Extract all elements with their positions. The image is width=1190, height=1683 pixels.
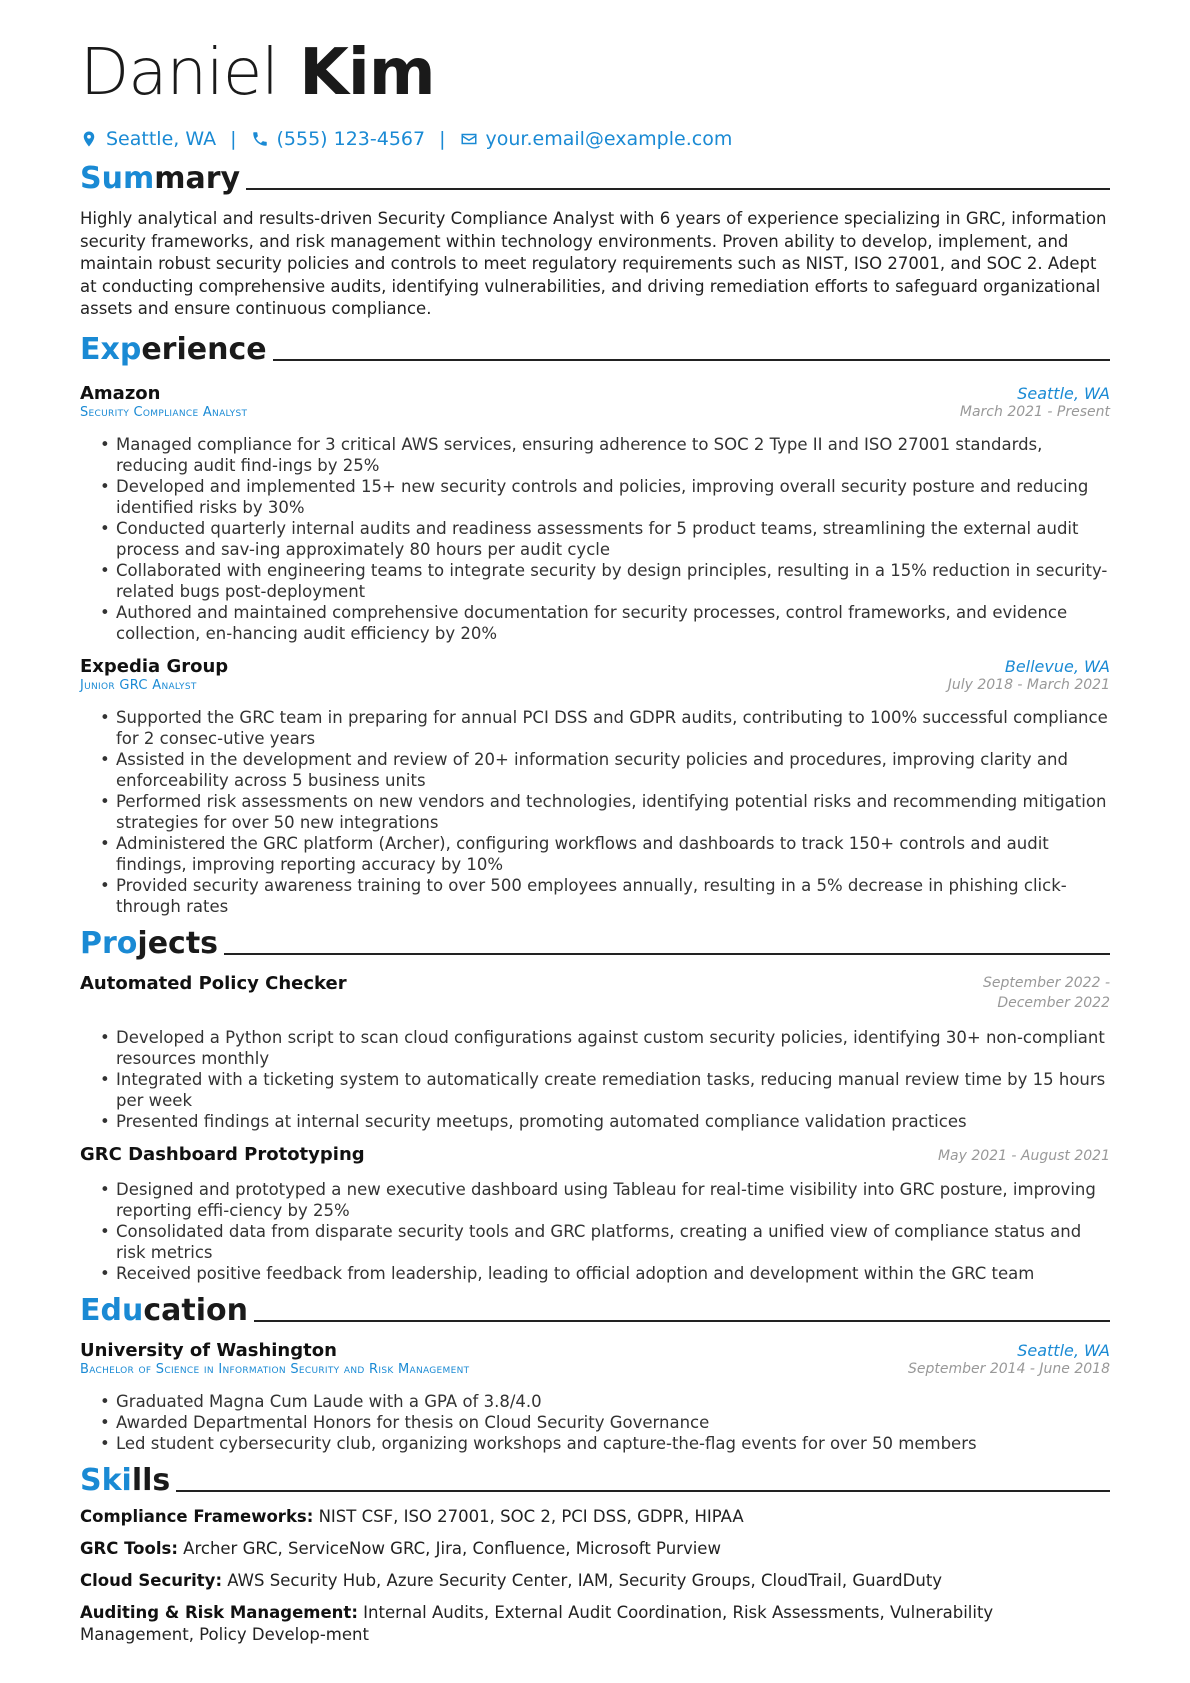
education-heading — [80, 1292, 1110, 1328]
heading-accent: Ski — [80, 1462, 132, 1498]
skill-value: Internal Audits, External Audit Coordination, Risk Assessments, Vulnerability Management, Policy Develop-ment — [80, 1602, 994, 1644]
heading-rule — [254, 1320, 1110, 1322]
education-entry — [80, 1340, 1110, 1454]
project-bullets — [80, 1179, 1110, 1284]
summary-text: Highly analytical and results-driven Security Compliance Analyst with 6 years of experience specializing in GRC, information security frameworks, and risk management within technology environments. Proven ability to develop, implement, and maintain robust security policies and controls to meet regulatory requirements such as NIST, ISO 27001, and SOC 2. Adept at conducting comprehensive audits, identifying vulnerabilities, and driving remediation efforts to safeguard organizational assets and ensure continuous compliance. — [80, 209, 1107, 319]
list-item: • Integrated with a ticketing system to automatically create remediation tasks, reducing manual review time by 15 hours per week — [116, 1069, 1110, 1111]
email-text: your.email@example.com — [485, 128, 733, 151]
job-entry — [80, 656, 1110, 917]
company-name: Amazon — [80, 382, 161, 404]
list-item: • Awarded Departmental Honors for thesis on Cloud Security Governance — [116, 1412, 1110, 1433]
contact-location — [80, 128, 216, 150]
heading-rule — [224, 953, 1110, 955]
project-dates: May 2021 - August 2021 — [937, 1147, 1110, 1164]
map-marker-icon — [80, 130, 98, 148]
list-item: • Developed a Python script to scan cloud configurations against custom security policies, identifying 30+ non-compliant resources monthly — [116, 1027, 1110, 1069]
degree: Bachelor of Science in Information Security and Risk Management — [80, 1361, 470, 1377]
project-name: GRC Dashboard Prototyping — [80, 1143, 365, 1165]
last-name: Kim — [299, 36, 435, 110]
envelope-icon — [460, 130, 478, 148]
heading-accent: Edu — [80, 1292, 144, 1328]
job-title: Junior GRC Analyst — [80, 677, 197, 693]
skill-label: Cloud Security: — [80, 1570, 223, 1590]
contact-email[interactable] — [460, 128, 733, 150]
skill-value: NIST CSF, ISO 27001, SOC 2, PCI DSS, GDPR, HIPAA — [318, 1506, 744, 1526]
list-item: • Received positive feedback from leadership, leading to official adoption and development within the GRC team — [116, 1263, 1110, 1284]
company-name: Expedia Group — [80, 655, 229, 677]
job-dates: July 2018 - March 2021 — [947, 676, 1110, 693]
heading-rest: cation — [143, 1292, 248, 1328]
education-dates: September 2014 - June 2018 — [908, 1360, 1110, 1377]
project-entry — [80, 1144, 1110, 1284]
skill-row — [80, 1506, 1110, 1528]
project-bullets — [80, 1027, 1110, 1132]
list-item: • Authored and maintained comprehensive documentation for security processes, control frameworks, and evidence collection, en-hancing audit efficiency by 20% — [116, 602, 1110, 644]
list-item: • Assisted in the development and review of 20+ information security policies and procedures, improving clarity and enforceability across 5 business units — [116, 749, 1110, 791]
list-item: • Consolidated data from disparate security tools and GRC platforms, creating a unified view of compliance status and risk metrics — [116, 1221, 1110, 1263]
list-item: • Developed and implemented 15+ new security controls and policies, improving overall security posture and reducing identified risks by 30% — [116, 476, 1110, 518]
summary-heading — [80, 161, 1110, 197]
list-item: • Conducted quarterly internal audits and readiness assessments for 5 product teams, streamlining the external audit process and sav-ing approximately 80 hours per audit cycle — [116, 518, 1110, 560]
heading-rule — [246, 188, 1110, 190]
education-bullets — [80, 1391, 1110, 1454]
heading-rule — [273, 359, 1110, 361]
job-bullets — [80, 707, 1110, 917]
project-dates: September 2022 - December 2022 — [983, 974, 1110, 1011]
skill-row — [80, 1602, 1110, 1646]
list-item: • Supported the GRC team in preparing for annual PCI DSS and GDPR audits, contributing to 100% successful compliance for 2 consec-utive years — [116, 707, 1110, 749]
contact-phone[interactable] — [251, 128, 426, 150]
skill-label: Auditing & Risk Management: — [80, 1602, 358, 1622]
list-item: • Collaborated with engineering teams to integrate security by design principles, resulting in a 15% reduction in security-related bugs post-deployment — [116, 560, 1110, 602]
experience-heading — [80, 331, 1110, 367]
contact-line — [80, 128, 1110, 150]
skill-value: Archer GRC, ServiceNow GRC, Jira, Confluence, Microsoft Purview — [183, 1538, 721, 1558]
contact-separator: | — [230, 128, 237, 151]
list-item: • Graduated Magna Cum Laude with a GPA of 3.8/4.0 — [116, 1391, 1110, 1412]
candidate-name — [80, 38, 1110, 108]
school-location: Seattle, WA — [1017, 1340, 1110, 1360]
phone-text: (555) 123-4567 — [276, 128, 426, 151]
skill-value: AWS Security Hub, Azure Security Center, IAM, Security Groups, CloudTrail, GuardDuty — [227, 1570, 943, 1590]
job-title: Security Compliance Analyst — [80, 404, 248, 420]
list-item: • Designed and prototyped a new executive dashboard using Tableau for real-time visibility into GRC posture, improving reporting effi-ciency by 25% — [116, 1179, 1110, 1221]
heading-rest: jects — [137, 925, 219, 961]
skills-list — [80, 1506, 1110, 1646]
list-item: • Managed compliance for 3 critical AWS services, ensuring adherence to SOC 2 Type II and ISO 27001 standards, reducing audit find-ings by 25% — [116, 434, 1110, 476]
phone-icon — [251, 130, 269, 148]
job-location: Seattle, WA — [1017, 383, 1110, 403]
location-text: Seattle, WA — [106, 128, 217, 151]
skill-label: Compliance Frameworks: — [80, 1506, 314, 1526]
first-name: Daniel — [80, 36, 278, 110]
project-entry — [80, 973, 1110, 1132]
skill-row — [80, 1570, 1110, 1592]
list-item: • Provided security awareness training to over 500 employees annually, resulting in a 5% decrease in phishing click-through rates — [116, 875, 1110, 917]
skill-label: GRC Tools: — [80, 1538, 178, 1558]
skills-heading — [80, 1462, 1110, 1498]
list-item: • Led student cybersecurity club, organizing workshops and capture-the-flag events for over 50 members — [116, 1433, 1110, 1454]
list-item: • Presented findings at internal security meetups, promoting automated compliance validation practices — [116, 1111, 1110, 1132]
school-name: University of Washington — [80, 1339, 337, 1361]
job-location: Bellevue, WA — [1004, 656, 1110, 676]
list-item: • Performed risk assessments on new vendors and technologies, identifying potential risks and recommending mitigation strategies for over 50 new integrations — [116, 791, 1110, 833]
contact-separator: | — [439, 128, 446, 151]
skill-row — [80, 1538, 1110, 1560]
heading-accent: Pro — [80, 925, 138, 961]
job-bullets — [80, 434, 1110, 644]
list-item: • Administered the GRC platform (Archer), configuring workflows and dashboards to track 150+ controls and audit findings, improving reporting accuracy by 10% — [116, 833, 1110, 875]
heading-accent: Exp — [80, 331, 142, 367]
heading-rest: mary — [154, 161, 241, 197]
heading-rest: lls — [131, 1462, 171, 1498]
heading-accent: Sum — [80, 161, 155, 197]
projects-heading — [80, 925, 1110, 961]
job-entry — [80, 383, 1110, 644]
project-name: Automated Policy Checker — [80, 972, 347, 994]
job-dates: March 2021 - Present — [959, 403, 1110, 420]
heading-rule — [176, 1490, 1110, 1492]
heading-rest: erience — [141, 331, 267, 367]
